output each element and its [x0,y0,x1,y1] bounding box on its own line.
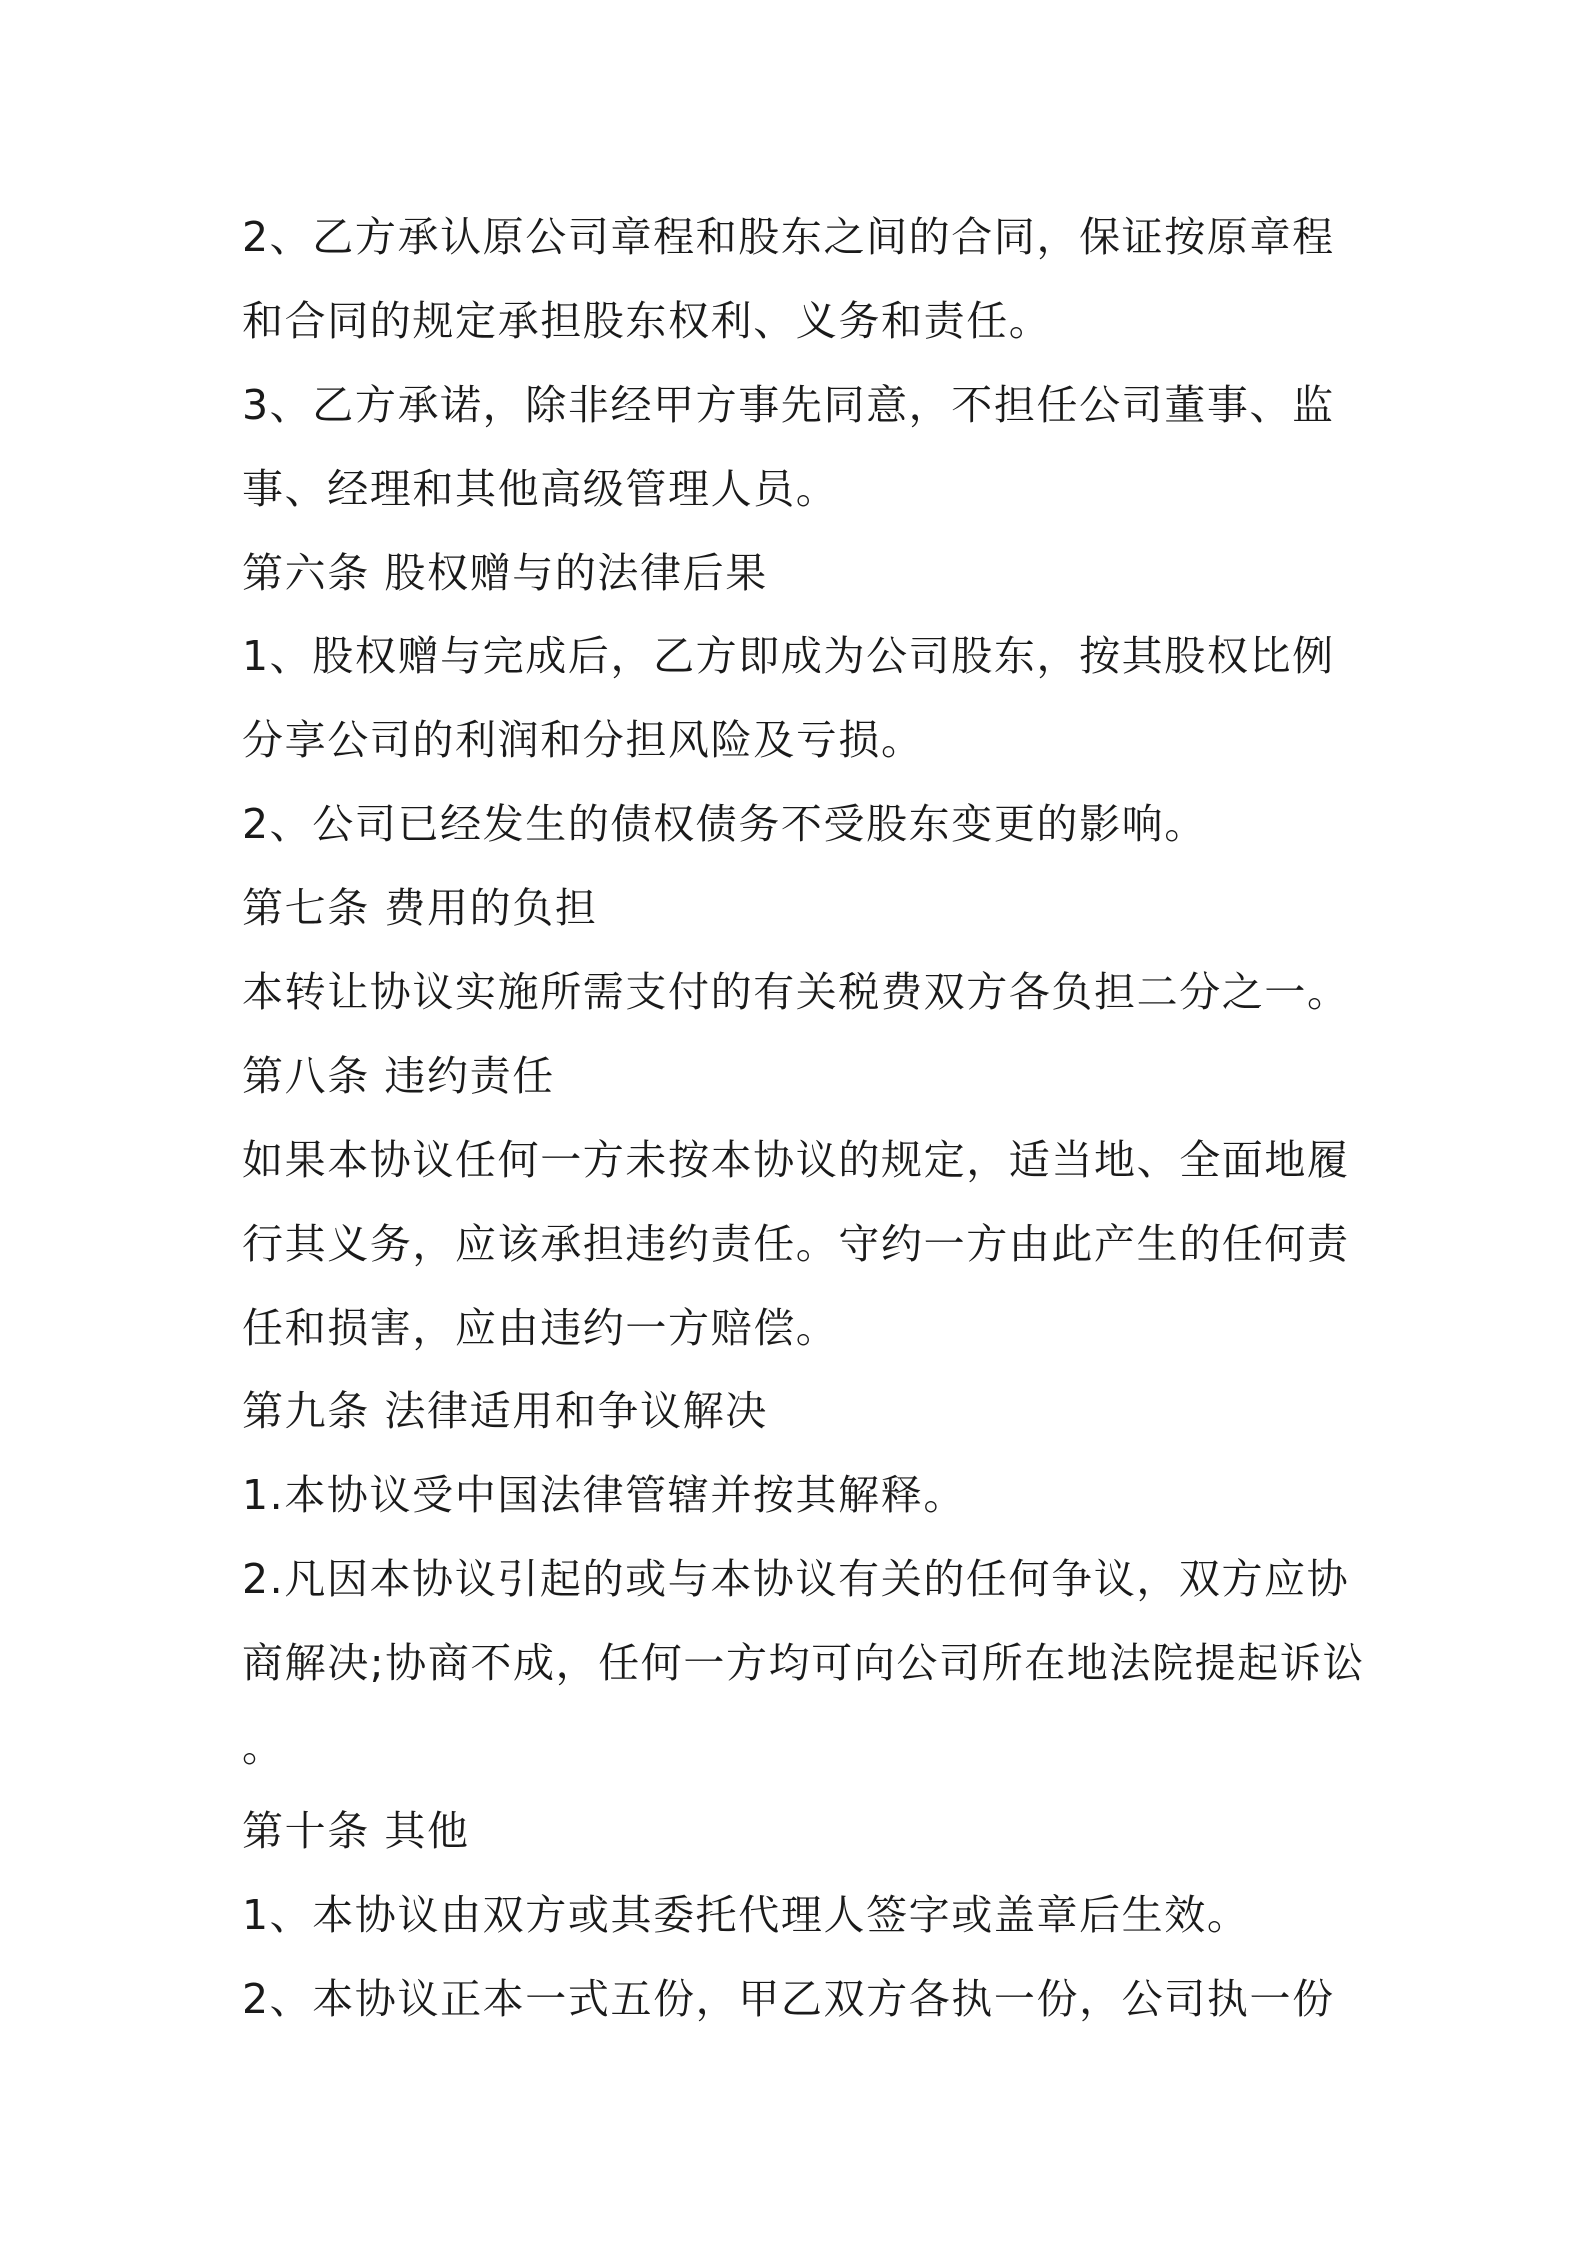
clause-7-body: 本转让协议实施所需支付的有关税费双方各负担二分之一。 [242,968,1350,1017]
clause-8-heading: 第八条 违约责任 [242,1051,555,1100]
document-body [242,196,1366,2042]
clause-9-item-2-line-2: 商解决;协商不成，任何一方均可向公司所在地法院提起诉讼 [242,1639,1366,1688]
clause-9-heading: 第九条 法律适用和争议解决 [242,1387,768,1436]
clause-10-item-2: 2、本协议正本一式五份，甲乙双方各执一份，公司执一份 [242,1974,1335,2023]
clause-9-item-2-line-1: 2.凡因本协议引起的或与本协议有关的任何争议，双方应协 [242,1555,1350,1604]
clause-5-item-2-line-1: 2、乙方承认原公司章程和股东之间的合同，保证按原章程 [242,213,1335,261]
clause-6-heading: 第六条 股权赠与的法律后果 [242,548,768,597]
clause-10-item-1: 1、本协议由双方或其委托代理人签字或盖章后生效。 [242,1890,1250,1939]
clause-6-item-1-line-2: 分享公司的利润和分担风险及亏损。 [242,716,924,765]
clause-5-item-3-line-1: 3、乙方承诺，除非经甲方事先同意，不担任公司董事、监 [242,380,1335,429]
clause-6-item-1-line-1: 1、股权赠与完成后，乙方即成为公司股东，按其股权比例 [242,632,1335,681]
clause-5-item-2-line-2: 和合同的规定承担股东权利、义务和责任。 [242,296,1052,345]
clause-6-item-2: 2、公司已经发生的债权债务不受股东变更的影响。 [242,800,1207,849]
clause-8-body-line-2: 行其义务，应该承担违约责任。守约一方由此产生的任何责 [242,1219,1350,1268]
clause-8-body-line-1: 如果本协议任何一方未按本协议的规定，适当地、全面地履 [242,1135,1350,1184]
clause-8-body-line-3: 任和损害，应由违约一方赔偿。 [242,1303,839,1352]
clause-9-item-1: 1.本协议受中国法律管辖并按其解释。 [242,1471,966,1520]
clause-10-heading: 第十条 其他 [242,1806,470,1855]
clause-7-heading: 第七条 费用的负担 [242,884,598,933]
clause-5-item-3-line-2: 事、经理和其他高级管理人员。 [242,464,839,513]
clause-9-item-2-line-3: 。 [242,1723,285,1772]
